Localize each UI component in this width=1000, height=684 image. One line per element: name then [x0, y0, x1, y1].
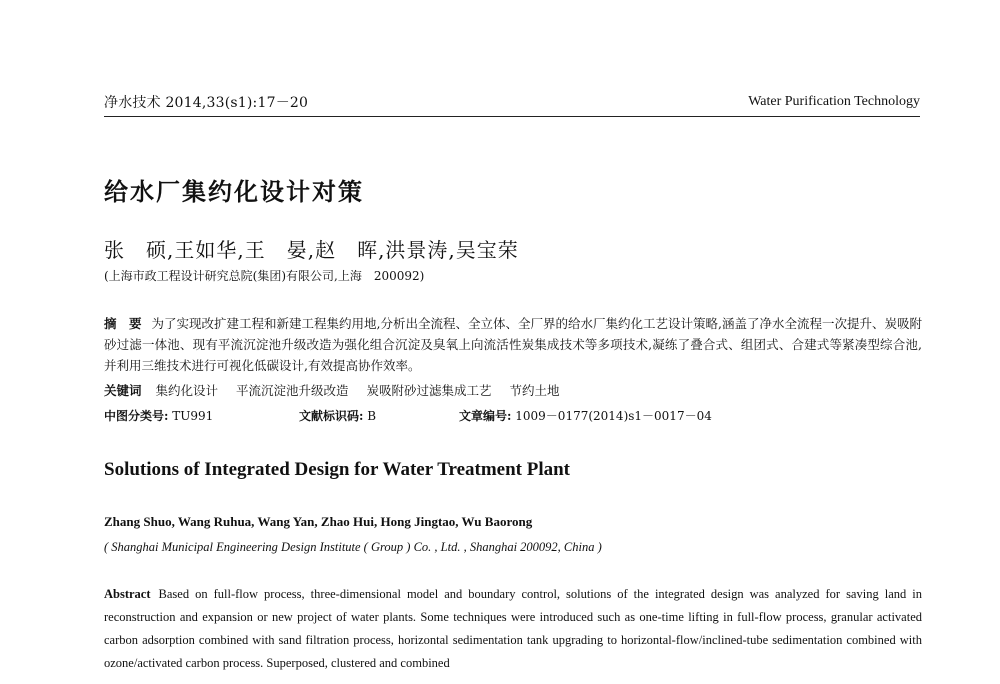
authors-chinese: 张 硕,王如华,王 晏,赵 晖,洪景涛,吴宝荣 [104, 238, 519, 262]
abstract-chinese [104, 313, 922, 376]
abstract-chinese-label: 摘 要 [104, 316, 142, 331]
title-english: Solutions of Integrated Design for Water Treatment Plant [104, 459, 571, 480]
authors-english: Zhang Shuo, Wang Ruhua, Wang Yan, Zhao Hui, Hong Jingtao, Wu Baorong [104, 514, 533, 529]
article-number-value: 1009－0177(2014)s1－0017－04 [515, 409, 712, 423]
doc-code-label: 文献标识码: [299, 409, 364, 423]
doc-code-value: B [367, 409, 377, 423]
article-number [459, 407, 712, 424]
article-number-label: 文章编号: [459, 409, 512, 423]
keyword: 集约化设计 [155, 383, 219, 398]
keyword: 平流沉淀池升级改造 [236, 383, 349, 398]
journal-citation: 净水技术 2014,33(s1):17－20 [104, 95, 309, 111]
keywords-label: 关键词 [104, 383, 142, 398]
keyword: 节约土地 [509, 383, 560, 398]
title-chinese: 给水厂集约化设计对策 [104, 178, 364, 206]
clc-number [104, 407, 213, 424]
abstract-english-text: Based on full-flow process, three-dimensional model and boundary control, solutions of the integrated design was analyzed for saving land in reconstruction and expansion or new project of water plants. Some techniques were introduced such as one-time lifting in full-flow process, granular activated carbon adsorption combined with sand filtration process, horizontal sedimentation tank upgrading to horizontal-flow/inclined-tube sedimentation combined with ozone/activated carbon process. Superposed, clustered and combined [104, 587, 922, 670]
document-code [299, 407, 376, 424]
header-divider [104, 116, 920, 117]
affiliation-english: ( Shanghai Municipal Engineering Design Institute ( Group ) Co. , Ltd. , Shanghai 200092, China ) [104, 540, 602, 554]
keywords-chinese [104, 381, 574, 399]
abstract-english [104, 583, 922, 675]
abstract-english-label: Abstract [104, 587, 151, 601]
keyword: 炭吸附砂过滤集成工艺 [366, 383, 492, 398]
affiliation-chinese: (上海市政工程设计研究总院(集团)有限公司,上海 200092) [104, 269, 425, 283]
abstract-chinese-text: 为了实现改扩建工程和新建工程集约用地,分析出全流程、全立体、全厂界的给水厂集约化工艺设计策略,涵盖了净水全流程一次提升、炭吸附砂过滤一体池、现有平流沉淀池升级改造为强化组合沉淀及臭氧上向流活性炭集成技术等多项技术,凝练了叠合式、组团式、合建式等紧凑型综合池,并利用三维技术进行可视化低碳设计,有效提高协作效率。 [104, 316, 922, 373]
journal-name-en: Water Purification Technology [748, 94, 920, 109]
clc-value: TU991 [172, 409, 214, 423]
clc-label: 中图分类号: [104, 409, 169, 423]
